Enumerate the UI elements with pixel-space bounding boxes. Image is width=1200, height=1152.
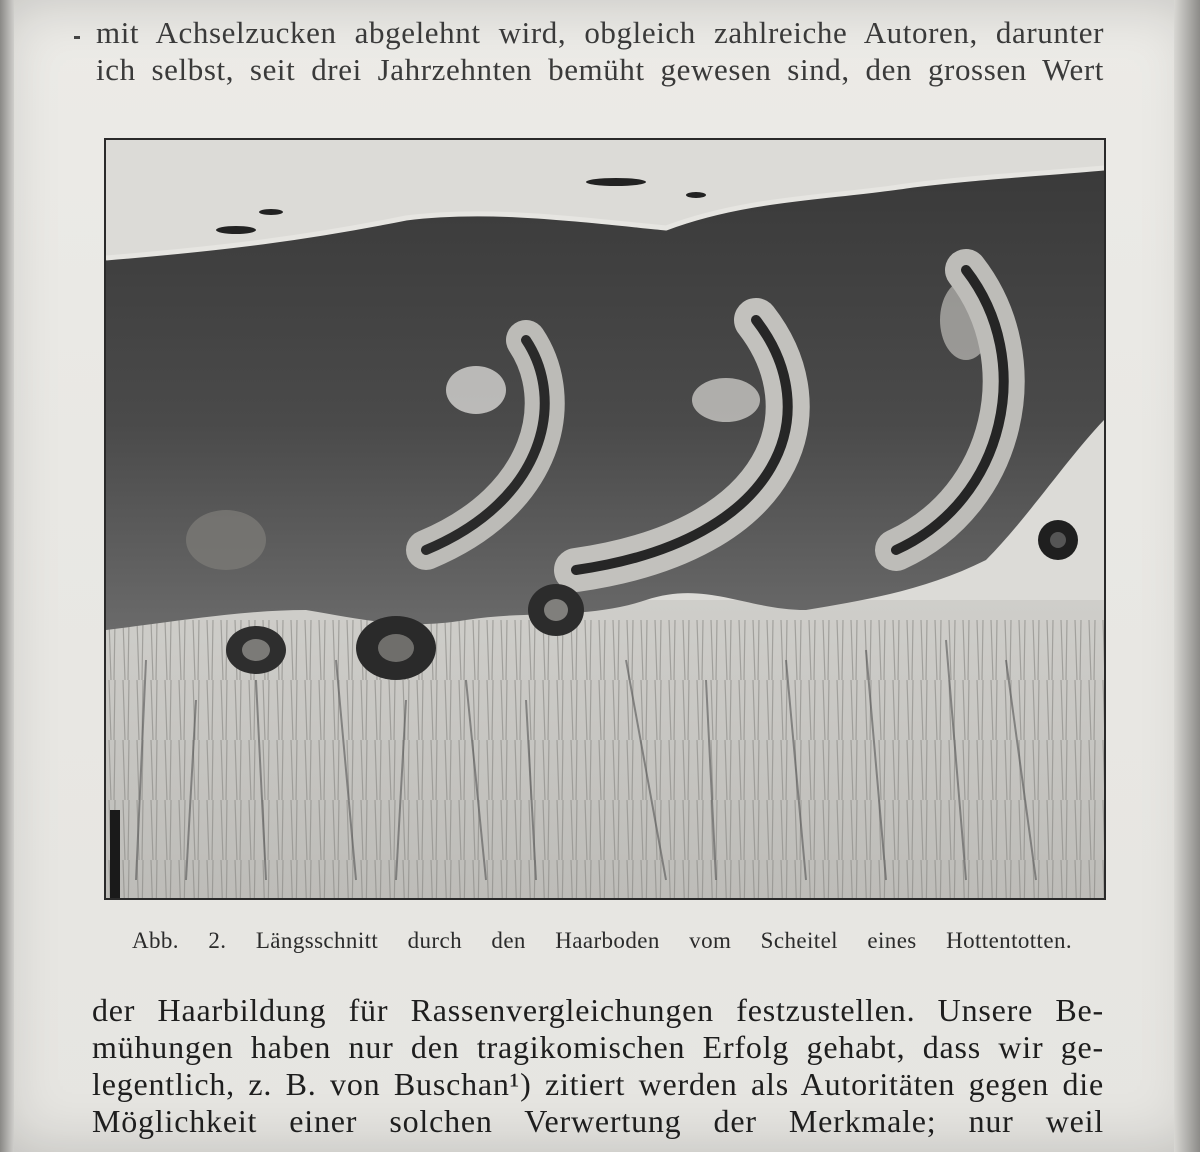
figure-micrograph xyxy=(104,138,1106,900)
page-edge-right xyxy=(1174,0,1200,1152)
body-text-bottom xyxy=(92,992,1104,1140)
body-text-top xyxy=(96,14,1104,88)
text-line: Möglichkeit einer solchen Verwertung der Merkmale; nur weil xyxy=(92,1103,1104,1139)
text-line: legentlich, z. B. von Buschan¹) zitiert werden als Autoritäten gegen die xyxy=(92,1066,1104,1102)
figure-caption: Abb. 2. Längsschnitt durch den Haarboden vom Scheitel eines Hottentotten. xyxy=(132,928,1072,953)
text-line: der Haarbildung für Rassenvergleichungen festzustellen. Unsere Be- xyxy=(92,992,1104,1028)
text-line: mühungen haben nur den tragikomischen Erfolg gehabt, dass wir ge- xyxy=(92,1029,1104,1065)
hair-follicle-micrograph xyxy=(106,140,1104,898)
page-edge-left xyxy=(0,0,14,1152)
text-line: ich selbst, seit drei Jahrzehnten bemüht gewesen sind, den grossen Wert xyxy=(96,52,1104,87)
margin-mark xyxy=(74,36,80,39)
text-line: mit Achselzucken abgelehnt wird, obgleich zahlreiche Autoren, darunter xyxy=(96,15,1104,50)
